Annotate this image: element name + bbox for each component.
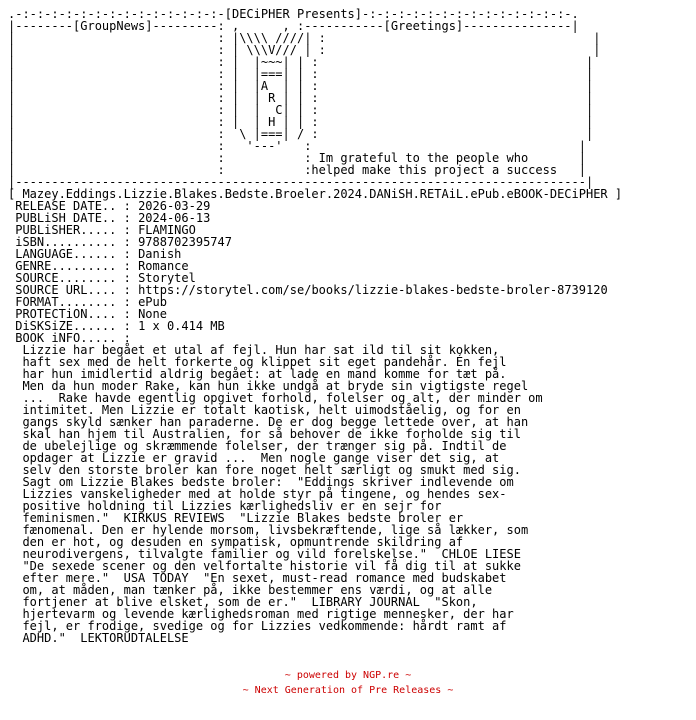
book-info-line: om, at måden, man tænker på, ikke bestemmer ens værdi, og at alle: [22, 583, 493, 597]
art-line: | : | \\\V/// | : |: [8, 43, 601, 57]
info-value: 9788702395747: [138, 235, 232, 249]
art-line: |--------[GroupNews]---------: , , :-----------[Greetings]---------------|: [8, 19, 579, 33]
book-info-line: fejl, er frodige, svedige og for Lizzies vedkommende: hårdt ramt af: [22, 619, 507, 633]
art-line: | : | |~~~| | : |: [8, 55, 594, 69]
book-info-line: efter mere." USA TODAY "En sexet, must-read romance med budskabet: [22, 571, 507, 585]
art-line: .-:-:-:-:-:-:-:-:-:-:-:-:-:-:-[DECiPHER Presents]-:-:-:-:-:-:-:-:-:-:-:-:-:-:-.: [8, 7, 579, 21]
book-info-line: positive holdning til Lizzies kærlighedsliv er en sejr for: [22, 499, 442, 513]
footer: [0, 668, 696, 698]
info-key: RELEASE DATE.. :: [15, 199, 131, 213]
book-info-line: skal han hjem til Australien, for så behover de ikke forholde sig til: [22, 427, 521, 441]
book-info-line: Lizzies vanskeligheder med at holde styr på tingene, og hendes sex-: [22, 487, 507, 501]
info-value: 2024-06-13: [138, 211, 211, 225]
art-line: | : | |===| | : |: [8, 67, 594, 81]
info-value: Storytel: [138, 271, 196, 285]
release-title: [ Mazey.Eddings.Lizzie.Blakes.Bedste.Broeler.2024.DANiSH.RETAiL.ePub.eBOOK-DECiPHER ]: [8, 187, 623, 201]
book-info-line: hjertevarm og levende kærlighedsroman med rigtige mennesker, der har: [22, 607, 514, 621]
book-info-line: opdager at Lizzie er gravid ... Men nogle gange viser det sig, at: [22, 451, 500, 465]
book-info-line: Sagt om Lizzie Blakes bedste broler: "Eddings skriver indlevende om: [22, 475, 514, 489]
book-info-line: de ubelejlige og skræmmende folelser, der trænger sig på. Indtil de: [22, 439, 507, 453]
info-key: PROTECTiON.... :: [15, 307, 131, 321]
book-info-line: Lizzie har begået et utal af fejl. Hun har sat ild til sit kokken,: [22, 343, 500, 357]
book-info-line: fænomenal. Den er hylende morsom, livsbekræftende, lige så lækker, som: [22, 523, 529, 537]
info-key: SOURCE URL.... :: [15, 283, 131, 297]
book-info-line: Men da hun moder Rake, kan hun ikke undgå at bryde sin vigtigste regel: [22, 379, 529, 393]
art-line: | : : Im grateful to the people who |: [8, 151, 586, 165]
art-line: | : |\\\\ ////| : |: [8, 31, 601, 45]
info-key: FORMAT........ :: [15, 295, 131, 309]
info-value: Romance: [138, 259, 189, 273]
info-value: FLAMINGO: [138, 223, 196, 237]
book-info-line: neurodivergens, tilvalgte familier og vild forelskelse." CHLOE LIESE: [22, 547, 521, 561]
book-info-line: den er hot, og desuden en sympatisk, opmuntrende skildring af: [22, 535, 464, 549]
info-key: SOURCE........ :: [15, 271, 131, 285]
info-key: PUBLiSH DATE.. :: [15, 211, 131, 225]
info-value: None: [138, 307, 167, 321]
art-line: | : | |A | | : |: [8, 79, 594, 93]
info-key: BOOK iNFO..... :: [15, 331, 131, 345]
book-info-line: gangs skyld sænker han paraderne. De er dog begge lettede over, at han: [22, 415, 529, 429]
info-key: DiSKSiZE...... :: [15, 319, 131, 333]
book-info-line: intimitet. Men Lizzie er totalt kaotisk, helt uimodståelig, og for en: [22, 403, 521, 417]
footer-tagline: ~ Next Generation of Pre Releases ~: [242, 685, 454, 696]
footer-powered-by: ~ powered by NGP.re ~: [284, 670, 412, 681]
info-value: 2026-03-29: [138, 199, 211, 213]
info-key: GENRE......... :: [15, 259, 131, 273]
art-line: | : | | H | | : |: [8, 115, 594, 129]
info-value: 1 x 0.414 MB: [138, 319, 225, 333]
art-line: | : :helped make this project a success |: [8, 163, 586, 177]
info-value: Danish: [138, 247, 182, 261]
art-line: | : '---' : |: [8, 139, 586, 153]
info-key: LANGUAGE...... :: [15, 247, 131, 261]
art-line: | : | | R | | : |: [8, 91, 594, 105]
book-info-line: har hun imidlertid aldrig begået: at lade en mand komme for tæt på.: [22, 367, 507, 381]
art-line: | : \ |===| / : |: [8, 127, 594, 141]
art-line: |-------------------------------------------------------------------------------|: [8, 175, 594, 189]
book-info-line: fortjener at blive elsket, som de er." LIBRARY JOURNAL "Skon,: [22, 595, 478, 609]
book-info-line: ADHD." LEKTORUDTALELSE: [22, 631, 189, 645]
book-info-line: ... Rake havde egentlig opgivet forhold, folelser og alt, der minder om: [22, 391, 543, 405]
info-key: iSBN.......... :: [15, 235, 131, 249]
info-value: ePub: [138, 295, 167, 309]
book-info-line: selv den storste broler kan fore noget helt særligt og smukt med sig.: [22, 463, 521, 477]
book-info-line: feminismen." KIRKUS REVIEWS "Lizzie Blakes bedste broler er: [22, 511, 464, 525]
info-key: PUBLiSHER..... :: [15, 223, 131, 237]
nfo-text: [8, 8, 622, 644]
art-line: | : | | C| | : |: [8, 103, 594, 117]
book-info-line: "De sexede scener og den velfortalte historie vil få dig til at sukke: [22, 559, 521, 573]
info-value: https://storytel.com/se/books/lizzie-blakes-bedste-broler-8739120: [138, 283, 608, 297]
book-info-line: haft sex med de helt forkerte og klippet sit eget pandehår. Én fejl: [22, 355, 507, 369]
